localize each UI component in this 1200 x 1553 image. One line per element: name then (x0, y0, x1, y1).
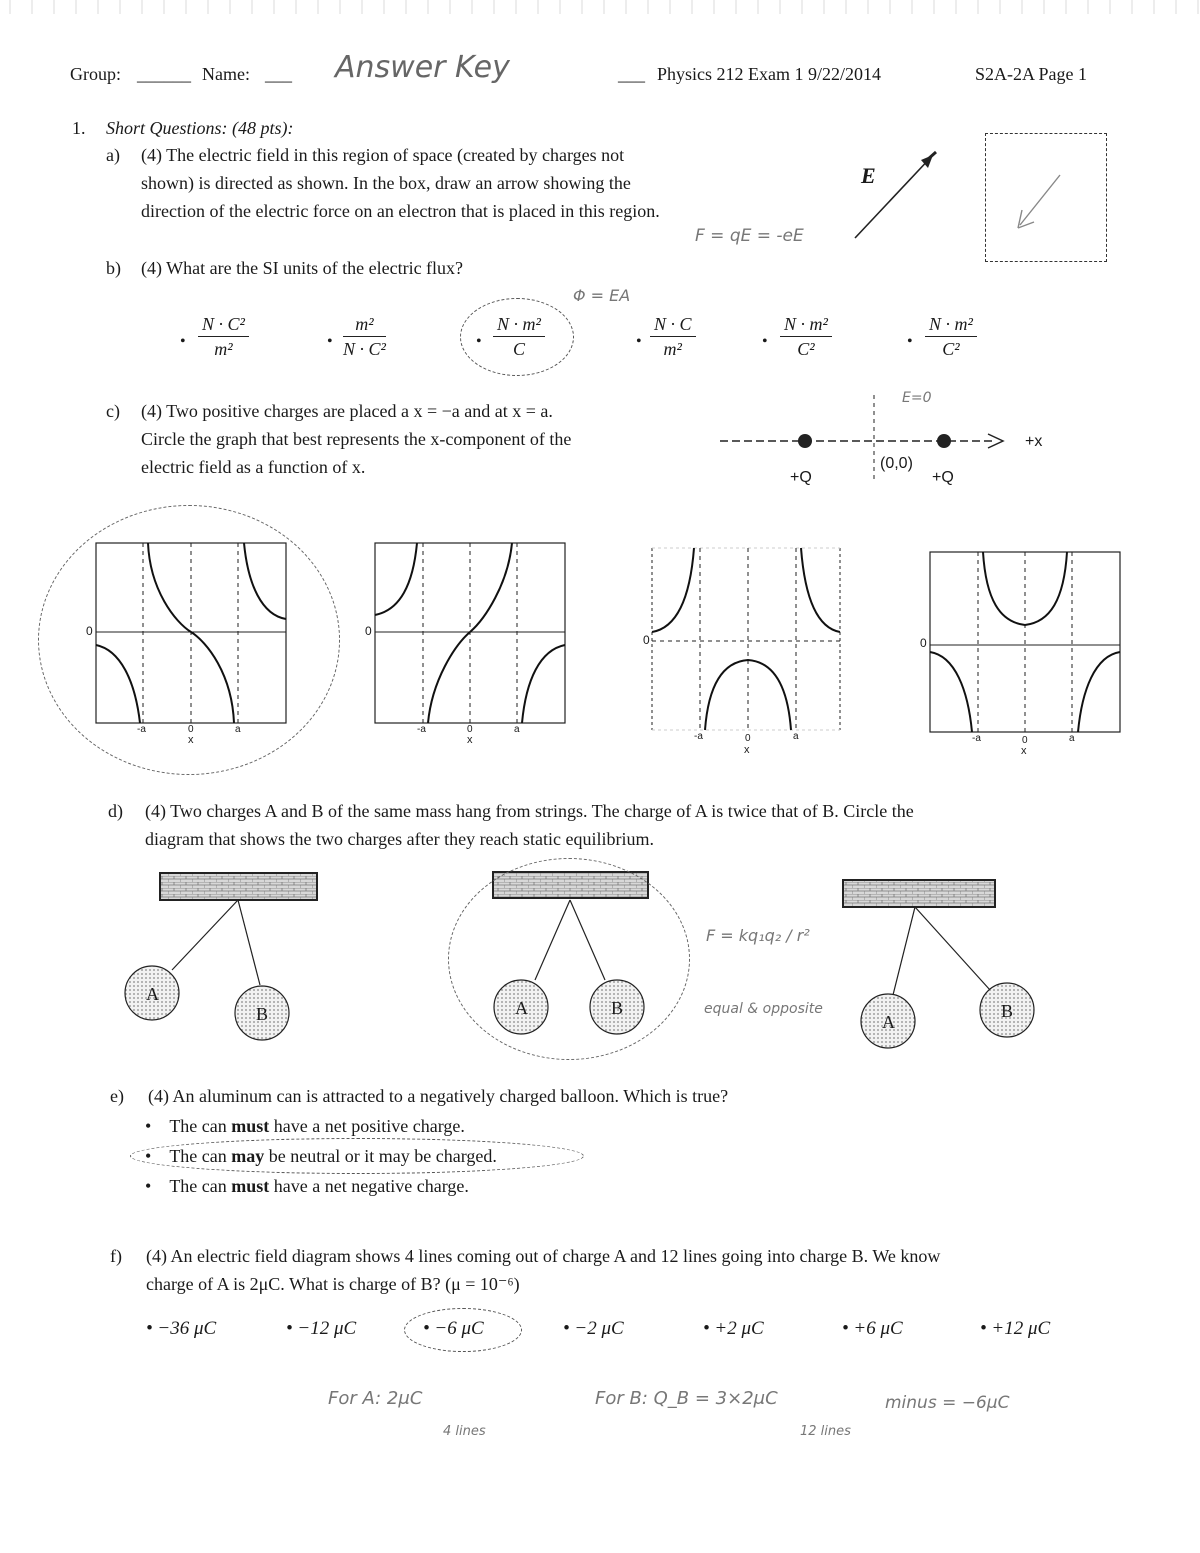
qc-line-1: (4) Two positive charges are placed a x = −a and at x = a. (141, 401, 553, 421)
qb-option-bullet: • (180, 333, 186, 350)
qf-option-7[interactable]: • +12 μC (980, 1318, 1051, 1339)
qa-line-1: (4) The electric field in this region of space (created by charges not (141, 145, 625, 165)
charge-left-label: +Q (790, 469, 812, 486)
page-label: S2A-2A Page 1 (975, 64, 1087, 84)
qf-handwritten-2-sub: 12 lines (800, 1424, 851, 1439)
qb-handwritten-note: Φ = EA (573, 286, 631, 305)
group-label: Group: (70, 64, 121, 84)
graph-1-zero-tick: 0 (188, 724, 194, 735)
graph-3-pos-a: a (793, 731, 799, 742)
qf-handwritten-2: For B: Q_B = 3×2μC (595, 1388, 778, 1409)
qc-line-2: Circle the graph that best represents the x-component of the (141, 429, 572, 449)
qf-option-bullet: • (842, 1318, 854, 1339)
qd-answer-circle (448, 858, 690, 1060)
qe-answer-circle (130, 1138, 584, 1174)
qb-option-bullet: • (762, 333, 768, 350)
name-label: Name: (202, 64, 250, 84)
qe-text: (4) An aluminum can is attracted to a negatively charged balloon. Which is true? (148, 1086, 729, 1106)
charge-b-label: B (1001, 1001, 1014, 1021)
name-blank-2: ___ (618, 64, 645, 84)
qf-option-4[interactable]: • −2 μC (563, 1318, 624, 1339)
graph-2-x: x (467, 734, 473, 746)
charge-b-label: B (256, 1004, 269, 1024)
qd-line-1: (4) Two charges A and B of the same mass hang from strings. The charge of A is twice that of B. Circle the (145, 801, 914, 821)
qf-option-bullet: • (980, 1318, 992, 1339)
qc-line-3: electric field as a function of x. (141, 457, 366, 477)
qa-letter: a) (106, 145, 120, 165)
qf-handwritten-1-sub: 4 lines (443, 1424, 486, 1439)
qd-line-2: diagram that shows the two charges after they reach static equilibrium. (145, 829, 655, 849)
qb-text: (4) What are the SI units of the electric flux? (141, 258, 464, 278)
question-title: Short Questions: (48 pts): (106, 118, 294, 138)
qa-line-2: shown) is directed as shown. In the box, draw an arrow showing the (141, 173, 631, 193)
course-title: Physics 212 Exam 1 9/22/2014 (657, 64, 881, 84)
qa-handwritten-note: F = qE = -eE (695, 226, 804, 246)
field-label: E (861, 163, 876, 188)
qb-option-2[interactable]: $\frac{\text{m²}}{\text{N · C²}}$ (343, 314, 386, 359)
qf-line-2: charge of A is 2μC. What is charge of B? (μ = 10⁻⁶) (146, 1274, 520, 1294)
qb-letter: b) (106, 258, 121, 278)
qf-handwritten-3: minus = −6μC (885, 1393, 1010, 1413)
qe-option-bullet: • (145, 1176, 152, 1196)
qf-option-bullet: • (423, 1318, 435, 1339)
graph-4-pos-a: a (1069, 733, 1075, 744)
axis-label: +x (1025, 433, 1043, 450)
graph-4-zero: 0 (920, 636, 927, 650)
graph-3-neg-a: -a (694, 731, 703, 742)
qf-handwritten-1: For A: 2μC (328, 1388, 423, 1409)
name-handwritten: Answer Key (335, 50, 510, 85)
graph-2-pos-a: a (514, 724, 520, 735)
qb-option-5[interactable]: $\frac{\text{N · m²}}{\text{C²}}$ (780, 312, 832, 361)
qb-option-3[interactable]: $\frac{\text{N · m²}}{C}$ (493, 312, 545, 361)
charge-right-label: +Q (932, 469, 954, 486)
origin-label: (0,0) (880, 455, 913, 472)
qf-option-5[interactable]: • +2 μC (703, 1318, 764, 1339)
qf-option-2[interactable]: • −12 μC (286, 1318, 357, 1339)
qf-option-bullet: • (146, 1318, 158, 1339)
graph-4-zero-tick: 0 (1022, 735, 1028, 746)
qb-option-bullet: • (327, 333, 333, 350)
graph-1-pos-a: a (235, 724, 241, 735)
qf-option-3[interactable]: • −6 μC (423, 1318, 484, 1339)
qf-option-bullet: • (563, 1318, 575, 1339)
graph-3-zero-tick: 0 (745, 733, 751, 744)
qe-letter: e) (110, 1086, 124, 1106)
group-blank: ______ (137, 64, 191, 84)
qb-option-bullet: • (907, 333, 913, 350)
qb-option-6[interactable]: $\frac{\text{N · m²}}{\text{C²}}$ (925, 312, 977, 361)
qf-option-bullet: • (703, 1318, 715, 1339)
qe-option-1[interactable]: • The can must have a net positive charge. (145, 1116, 465, 1136)
graph-4-x: x (1021, 745, 1027, 757)
question-number: 1. (72, 118, 86, 138)
charge-a-label: A (146, 984, 159, 1004)
qd-handwritten-note: equal & opposite (704, 1001, 823, 1017)
graph-1-neg-a: -a (137, 724, 146, 735)
qf-option-bullet: • (286, 1318, 298, 1339)
qa-line-3: direction of the electric force on an electron that is placed in this region. (141, 201, 660, 221)
graph-2-zero: 0 (365, 624, 372, 638)
charge-a-label: A (515, 998, 528, 1018)
qf-answer-circle (404, 1308, 522, 1352)
qe-option-3[interactable]: • The can must have a net negative charge. (145, 1176, 469, 1196)
graph-1-x: x (188, 734, 194, 746)
qe-option-2[interactable]: • The can may be neutral or it may be charged. (145, 1146, 497, 1166)
qb-option-4[interactable]: $\frac{N \cdot C}{\text{m²}}$ (650, 312, 696, 361)
qc-letter: c) (106, 401, 120, 421)
graph-3-zero: 0 (643, 633, 650, 647)
graph-3-x: x (744, 744, 750, 756)
qb-option-bullet: • (636, 333, 642, 350)
graph-2-zero-tick: 0 (467, 724, 473, 735)
graph-4-neg-a: -a (972, 733, 981, 744)
qe-option-bullet: • (145, 1116, 152, 1136)
qd-handwritten-formula: F = kq₁q₂ / r² (706, 926, 810, 945)
name-blank-1: ___ (265, 64, 292, 84)
qe-option-bullet: • (145, 1146, 152, 1166)
qf-line-1: (4) An electric field diagram shows 4 lines coming out of charge A and 12 lines going into charge B. We know (146, 1246, 941, 1266)
qf-letter: f) (110, 1246, 122, 1266)
qf-option-6[interactable]: • +6 μC (842, 1318, 903, 1339)
qf-option-1[interactable]: • −36 μC (146, 1318, 217, 1339)
qb-option-bullet: • (476, 333, 482, 350)
qc-handwritten-e: E=0 (902, 390, 932, 406)
graph-2-neg-a: -a (417, 724, 426, 735)
qd-letter: d) (108, 801, 123, 821)
charge-a-label: A (882, 1012, 895, 1032)
charge-b-label: B (611, 998, 624, 1018)
qb-option-1[interactable]: $\frac{\text{N · C²}}{\text{m²}}$ (198, 312, 249, 361)
graph-1-zero: 0 (86, 624, 93, 638)
